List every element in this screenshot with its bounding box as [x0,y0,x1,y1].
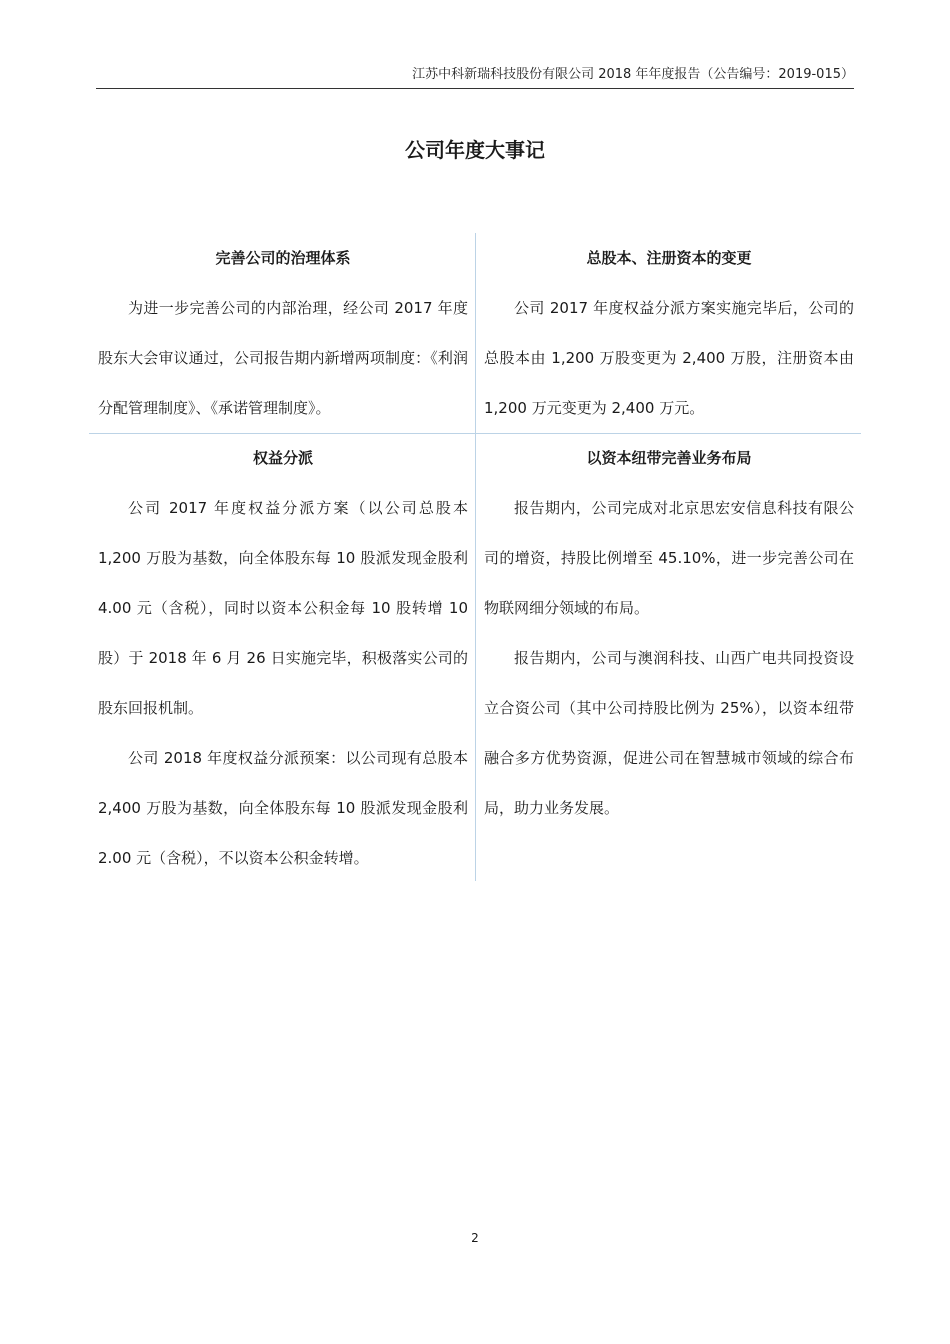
section-heading: 总股本、注册资本的变更 [586,249,752,267]
section-heading: 权益分派 [252,449,313,467]
header-rule [96,88,854,89]
section-dividend [98,433,468,883]
section-paragraph: 报告期内，公司与澳润科技、山西广电共同投资设立合资公司（其中公司持股比例为 25%），以资本纽带融合多方优势资源，促进公司在智慧城市领域的综合布局，助力业务发展。 [484,649,854,817]
page-number: 2 [471,1231,479,1245]
section-paragraph: 公司 2018 年度权益分派预案：以公司现有总股本 2,400 万股为基数，向全体股东每 10 股派发现金股利 2.00 元（含税），不以资本公积金转增。 [98,749,468,867]
page-title: 公司年度大事记 [405,138,545,162]
section-paragraph: 报告期内，公司完成对北京思宏安信息科技有限公司的增资，持股比例增至 45.10%，进一步完善公司在物联网细分领域的布局。 [484,499,854,617]
section-heading: 完善公司的治理体系 [215,249,351,267]
section-paragraph: 为进一步完善公司的内部治理，经公司 2017 年度股东大会审议通过，公司报告期内新增两项制度：《利润分配管理制度》、《承诺管理制度》。 [98,299,468,417]
column-divider [475,233,476,881]
section-heading: 以资本纽带完善业务布局 [586,449,752,467]
section-share-capital [484,233,854,433]
section-paragraph: 公司 2017 年度权益分派方案实施完毕后，公司的总股本由 1,200 万股变更为 2,400 万股，注册资本由 1,200 万元变更为 2,400 万元。 [484,299,854,417]
page-header: 江苏中科新瑞科技股份有限公司 2018 年年度报告（公告编号：2019-015） [412,67,854,82]
section-governance [98,233,468,433]
section-paragraph: 公司 2017 年度权益分派方案（以公司总股本 1,200 万股为基数，向全体股东每 10 股派发现金股利 4.00 元（含税），同时以资本公积金每 10 股转增 10 股）于 2018 年 6 月 26 日实施完毕，积极落实公司的股东回报机制。 [98,499,468,717]
section-business-layout [484,433,854,833]
